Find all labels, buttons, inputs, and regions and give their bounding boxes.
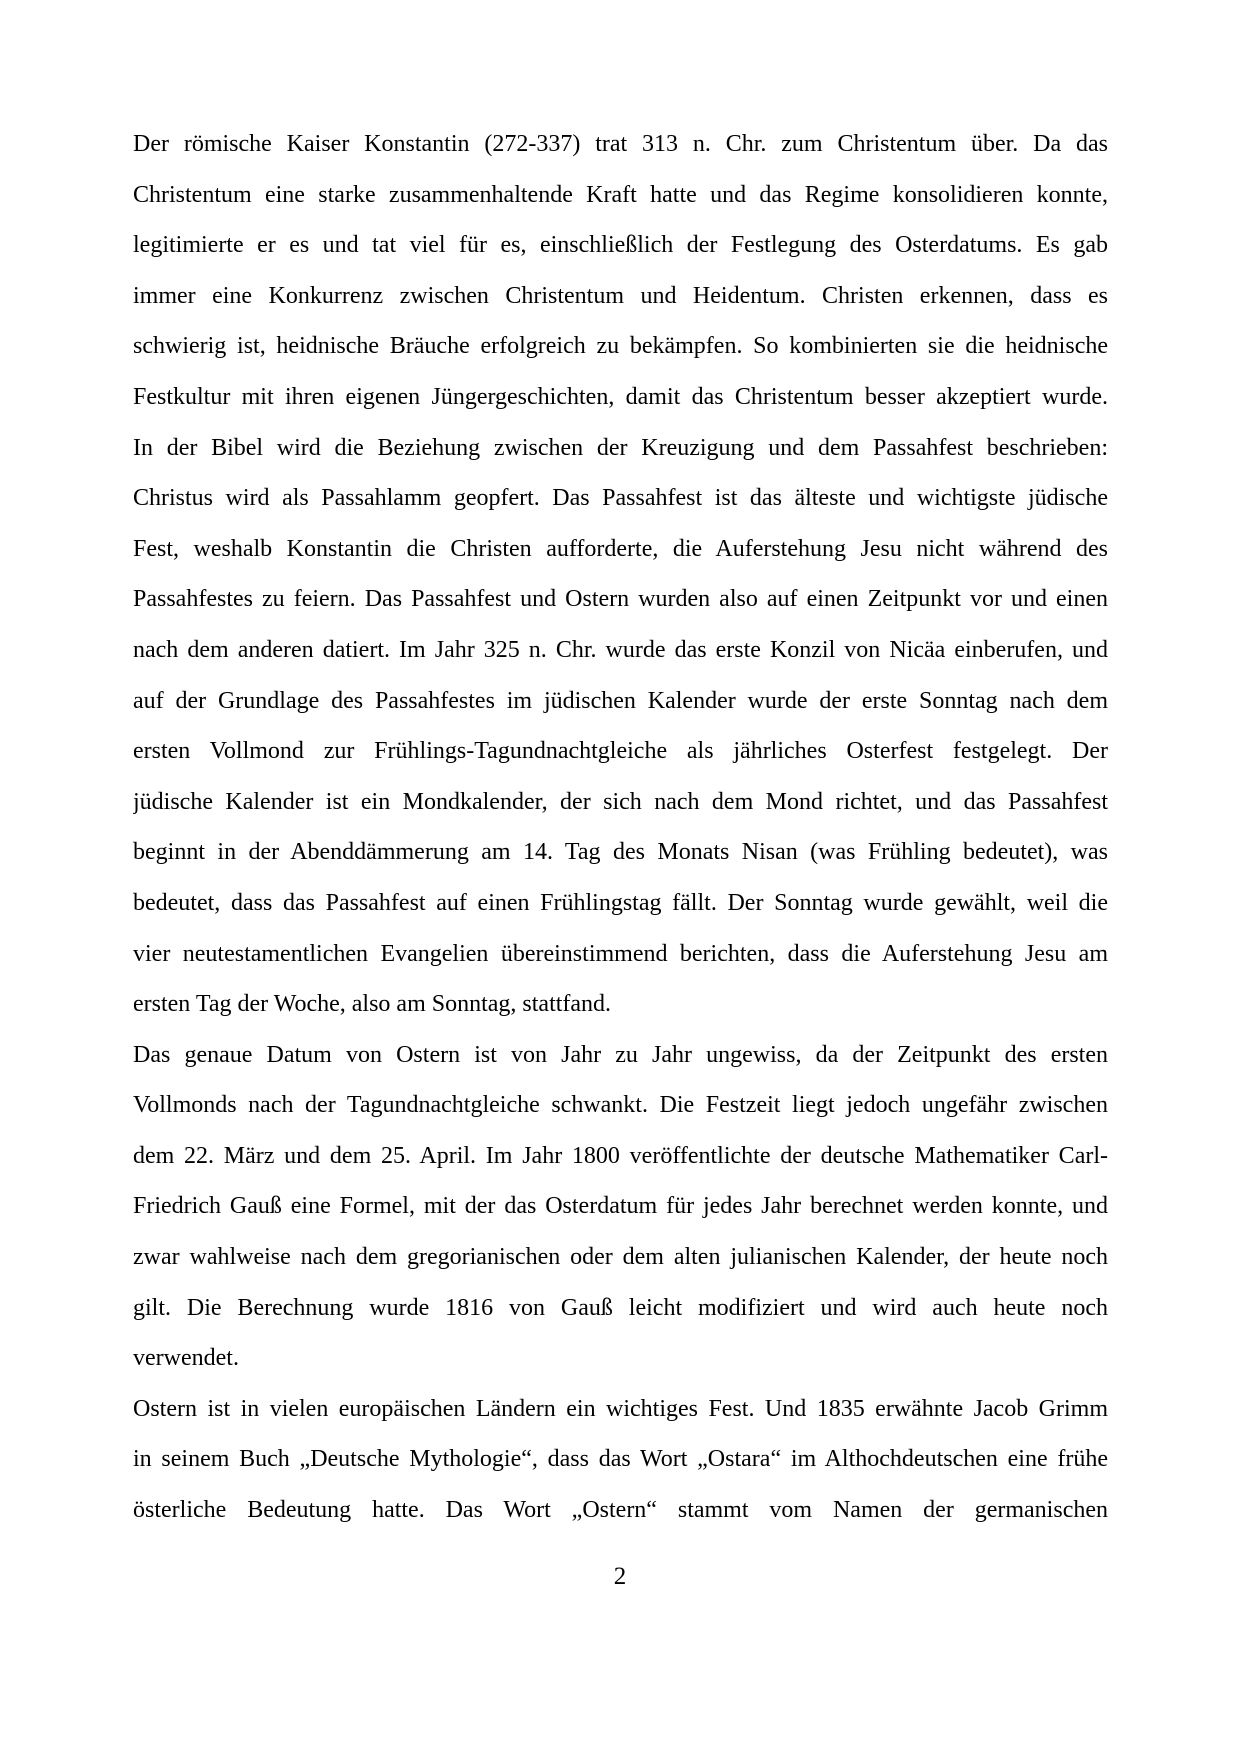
text-line: vier neutestamentlichen Evangelien übereinstimmend berichten, dass die Auferstehung Jesu am — [133, 940, 1108, 967]
text-line: zwar wahlweise nach dem gregorianischen oder dem alten julianischen Kalender, der heute noch — [133, 1244, 1108, 1271]
text-line: legitimierte er es und tat viel für es, einschließlich der Festlegung des Osterdatums. Es gab — [133, 232, 1108, 259]
text-line: auf der Grundlage des Passahfestes im jüdischen Kalender wurde der erste Sonntag nach dem — [133, 687, 1108, 714]
text-line: dem 22. März und dem 25. April. Im Jahr 1800 veröffentlichte der deutsche Mathematiker Carl- — [133, 1142, 1108, 1169]
text-line: bedeutet, dass das Passahfest auf einen Frühlingstag fällt. Der Sonntag wurde gewählt, weil die — [133, 889, 1108, 916]
text-line: immer eine Konkurrenz zwischen Christentum und Heidentum. Christen erkennen, dass es — [133, 282, 1108, 309]
text-line: Der römische Kaiser Konstantin (272-337) trat 313 n. Chr. zum Christentum über. Da das — [133, 131, 1108, 157]
text-line: jüdische Kalender ist ein Mondkalender, der sich nach dem Mond richtet, und das Passahfest — [133, 788, 1108, 815]
text-line: gilt. Die Berechnung wurde 1816 von Gauß leicht modifiziert und wird auch heute noch — [133, 1294, 1108, 1321]
text-line: österliche Bedeutung hatte. Das Wort „Ostern“ stammt vom Namen der germanischen — [133, 1497, 1108, 1524]
text-line: nach dem anderen datiert. Im Jahr 325 n. Chr. wurde das erste Konzil von Nicäa einberufen, und — [133, 636, 1108, 663]
text-line: Festkultur mit ihren eigenen Jüngergeschichten, damit das Christentum besser akzeptiert wurde. — [133, 383, 1108, 410]
text-line: schwierig ist, heidnische Bräuche erfolgreich zu bekämpfen. So kombinierten sie die heidnische — [133, 333, 1108, 360]
text-line: verwendet. — [133, 1345, 239, 1372]
text-line: beginnt in der Abenddämmerung am 14. Tag des Monats Nisan (was Frühling bedeutet), was — [133, 839, 1108, 866]
text-line: Christentum eine starke zusammenhaltende Kraft hatte und das Regime konsolidieren konnte, — [133, 181, 1108, 208]
text-line: Passahfestes zu feiern. Das Passahfest und Ostern wurden also auf einen Zeitpunkt vor und einen — [133, 586, 1108, 613]
text-line: Vollmonds nach der Tagundnachtgleiche schwankt. Die Festzeit liegt jedoch ungefähr zwischen — [133, 1092, 1108, 1119]
text-line: ersten Vollmond zur Frühlings-Tagundnachtgleiche als jährliches Osterfest festgelegt. Der — [133, 738, 1108, 765]
paragraph — [133, 1030, 1108, 1384]
document-body — [133, 119, 1108, 1536]
text-line: Ostern ist in vielen europäischen Ländern ein wichtiges Fest. Und 1835 erwähnte Jacob Grimm — [133, 1395, 1108, 1422]
text-line: in seinem Buch „Deutsche Mythologie“, dass das Wort „Ostara“ im Althochdeutschen eine frühe — [133, 1446, 1108, 1473]
paragraph — [133, 119, 1108, 1030]
paragraph — [133, 1384, 1108, 1536]
page-number: 2 — [613, 1563, 627, 1590]
text-line: Das genaue Datum von Ostern ist von Jahr zu Jahr ungewiss, da der Zeitpunkt des ersten — [133, 1041, 1108, 1068]
text-line: Fest, weshalb Konstantin die Christen aufforderte, die Auferstehung Jesu nicht während des — [133, 535, 1108, 562]
text-line: Christus wird als Passahlamm geopfert. Das Passahfest ist das älteste und wichtigste jüdische — [133, 485, 1108, 512]
text-line: ersten Tag der Woche, also am Sonntag, stattfand. — [133, 991, 612, 1018]
text-line: In der Bibel wird die Beziehung zwischen der Kreuzigung und dem Passahfest beschrieben: — [133, 434, 1108, 461]
text-line: Friedrich Gauß eine Formel, mit der das Osterdatum für jedes Jahr berechnet werden konnte, und — [133, 1193, 1108, 1220]
